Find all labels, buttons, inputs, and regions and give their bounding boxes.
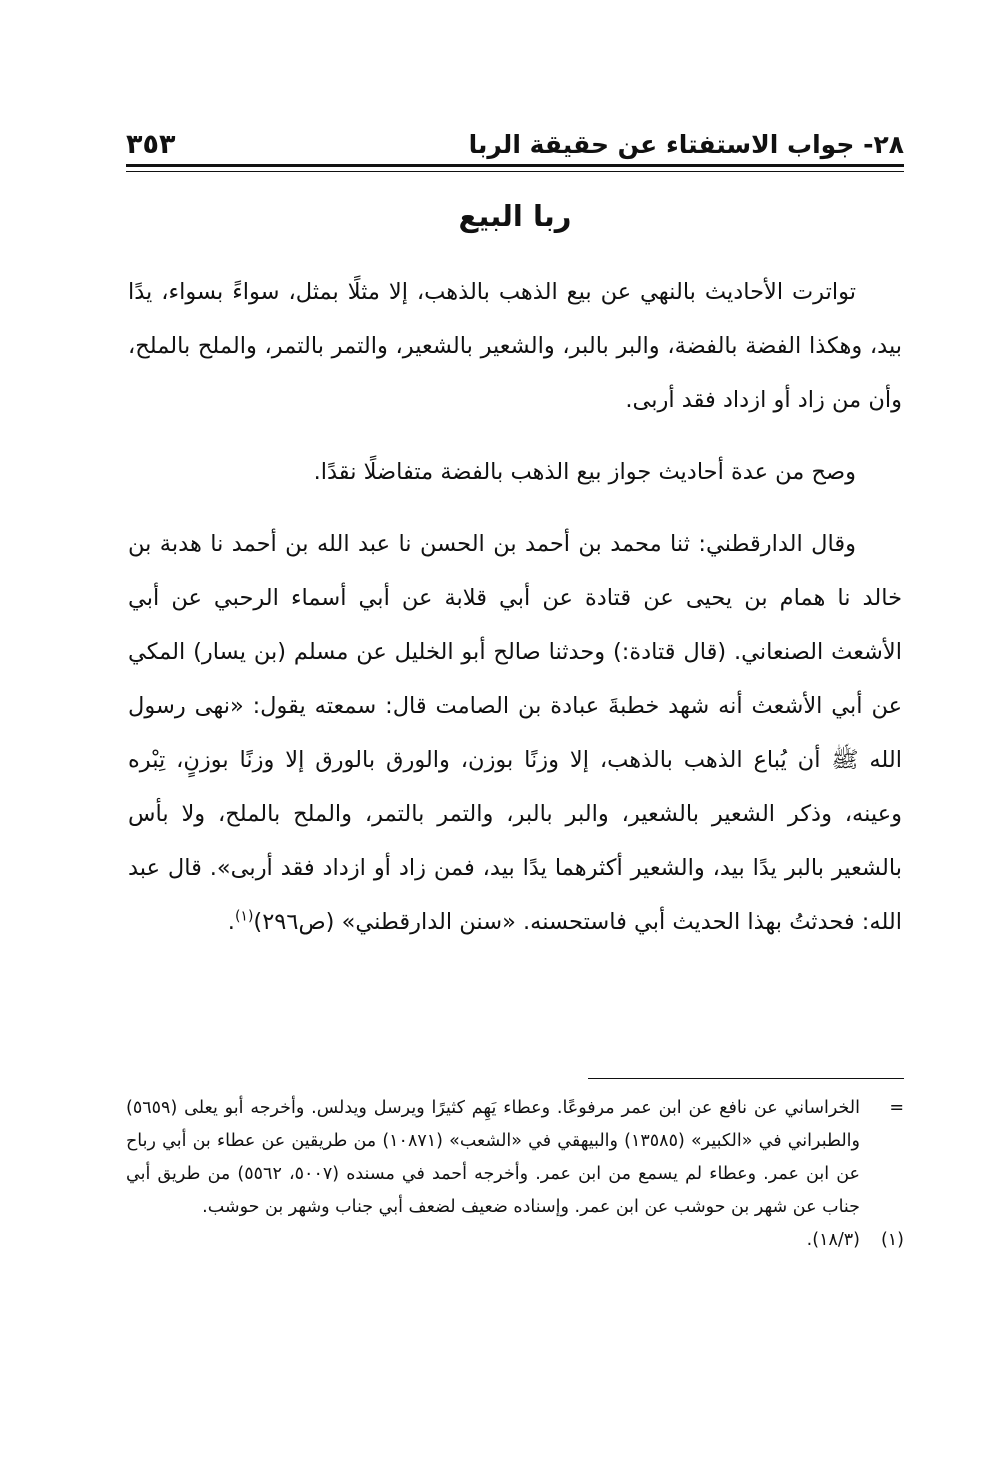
footnote-marker: (١): [880, 1230, 904, 1250]
section-heading: ربا البيع: [458, 199, 572, 233]
footnote-continued: [126, 1092, 904, 1224]
footnote-reference: (١): [234, 908, 254, 925]
closing-period: .: [227, 909, 235, 935]
main-text: [128, 265, 902, 949]
footnote-1: [126, 1224, 904, 1257]
header-rule-thick: [126, 164, 904, 167]
running-header: [126, 122, 904, 162]
paragraph-1: تواترت الأحاديث بالنهي عن بيع الذهب بالذهب، إلا مثلًا بمثل، سواءً بسواء، يدًا بيد، وهكذا الفضة بالفضة، والبر بالبر، والشعير بالشعير، والتمر بالتمر، والملح بالملح، وأن من زاد أو ازداد فقد أربى.: [128, 279, 902, 413]
paragraph-2: وصح من عدة أحاديث جواز بيع الذهب بالفضة متفاضلًا نقدًا.: [313, 459, 856, 485]
header-rule-thin: [126, 171, 904, 172]
footnote-separator: [588, 1078, 904, 1079]
footnote-marker: =: [889, 1098, 904, 1118]
footnotes: [126, 1092, 904, 1257]
page-number: ٣٥٣: [126, 129, 176, 160]
paragraph-3: [128, 517, 902, 949]
footnote-text: (١٨/٣).: [806, 1230, 860, 1250]
paragraph-3-text: وقال الدارقطني: ثنا محمد بن أحمد بن الحسن نا عبد الله بن أحمد نا هدبة بن خالد نا همام بن يحيى عن قتادة عن أبي قلابة عن أبي أسماء الرحبي عن أبي الأشعث الصنعاني. (قال قتادة:) وحدثنا صالح أبو الخليل عن مسلم (بن يسار) المكي عن أبي الأشعث أنه شهد خطبةَ عبادة بن الصامت قال: سمعته يقول: «نهى رسول الله ﷺ أن يُباع الذهب بالذهب، إلا وزنًا بوزن، والورق بالورق إلا وزنًا بوزنٍ، تِبْره وعينه، وذكر الشعير بالشعير، والبر بالبر، والتمر بالتمر، والملح بالملح، ولا بأس بالشعير بالبر يدًا بيد، والشعير أكثرهما يدًا بيد، فمن زاد أو ازداد فقد أربى». قال عبد الله: فحدثتُ بهذا الحديث أبي فاستحسنه. «سنن الدارقطني» (ص٢٩٦): [128, 531, 902, 935]
running-title: ٢٨- جواب الاستفتاء عن حقيقة الربا: [468, 130, 904, 159]
footnote-text: الخراساني عن نافع عن ابن عمر مرفوعًا. وعطاء يَهِم كثيرًا ويرسل ويدلس. وأخرجه أبو يعلى (٥٦٥٩) والطبراني في «الكبير» (١٣٥٨٥) والبيهقي في «الشعب» (١٠٨٧١) من طريقين عن عطاء بن أبي رباح عن ابن عمر. وعطاء لم يسمع من ابن عمر. وأخرجه أحمد في مسنده (٥٠٠٧، ٥٥٦٢) من طريق أبي جناب عن شهر بن حوشب عن ابن عمر. وإسناده ضعيف لضعف أبي جناب وشهر بن حوشب.: [126, 1098, 860, 1217]
